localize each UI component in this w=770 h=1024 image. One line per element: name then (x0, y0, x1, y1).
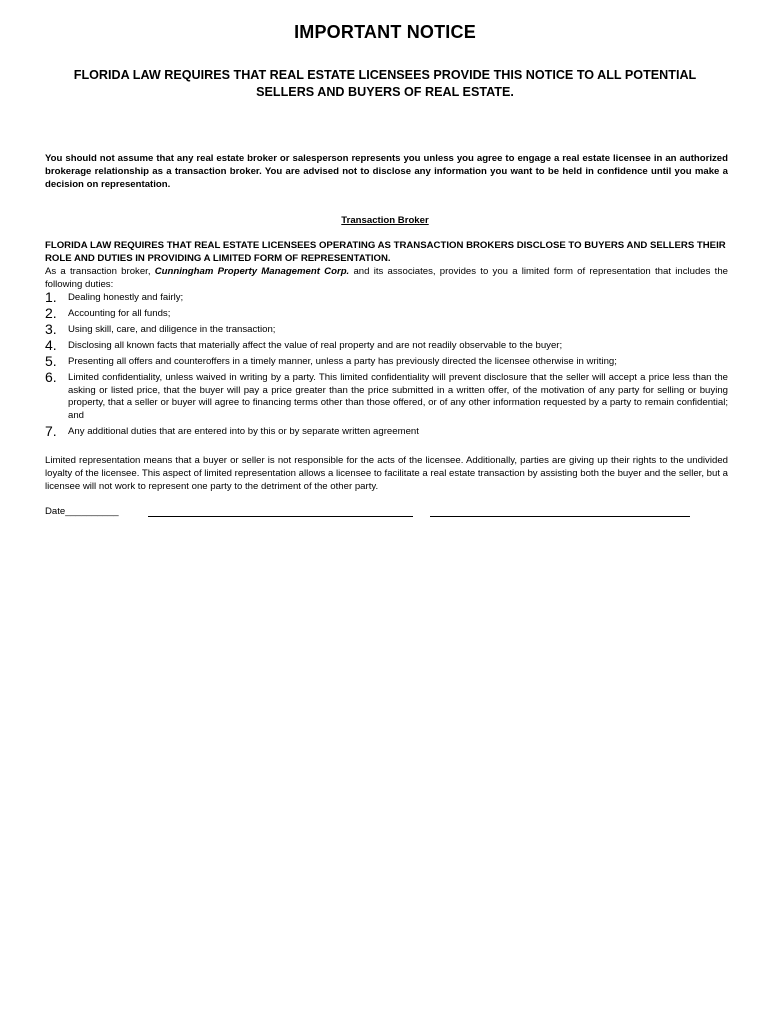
transaction-broker-law-statement: FLORIDA LAW REQUIRES THAT REAL ESTATE LICENSEES OPERATING AS TRANSACTION BROKERS DISCLOSE TO BUYERS AND SELLERS THEIR ROLE AND DUTIES IN PROVIDING A LIMITED FORM OF REPRESENTATION. (45, 240, 726, 264)
duty-text: Dealing honestly and fairly; (68, 292, 184, 303)
duty-number: 4. (45, 337, 57, 353)
duty-number: 3. (45, 321, 57, 337)
duty-text: Disclosing all known facts that materially affect the value of real property and are not readily observable to the buyer; (68, 340, 563, 351)
duty-text: Presenting all offers and counteroffers in a timely manner, unless a party has previously directed the licensee otherwise in writing; (68, 356, 617, 367)
duty-number: 1. (45, 289, 57, 305)
intro-paragraph: You should not assume that any real estate broker or salesperson represents you unless you agree to engage a real estate licensee in an authorized brokerage relationship as a transaction broker. You are advised not to disclose any information you want to be held in confidence until you make a decision on representation. (45, 153, 728, 190)
duty-number: 6. (45, 369, 57, 385)
page-title: IMPORTANT NOTICE (294, 22, 476, 42)
signature-line-2[interactable] (430, 516, 690, 517)
duties-list (45, 289, 728, 442)
duty-item (45, 353, 728, 369)
limited-representation-paragraph: Limited representation means that a buyer or seller is not responsible for the acts of the licensee. Additionally, parties are giving up their rights to the undivided loyalty of the licensee. This aspect of limited representation allows a licensee to facilitate a real estate transaction by assisting both the buyer and the seller, but a licensee will not work to represent one party to the detriment of the other party. (45, 455, 728, 492)
notice-subtitle: FLORIDA LAW REQUIRES THAT REAL ESTATE LICENSEES PROVIDE THIS NOTICE TO ALL POTENTIAL SELLERS AND BUYERS OF REAL ESTATE. (73, 68, 697, 99)
duty-item (45, 337, 728, 353)
duty-item (45, 422, 728, 439)
duty-number: 7. (45, 422, 57, 439)
duty-number: 2. (45, 305, 57, 321)
signature-line-1[interactable] (148, 516, 413, 517)
date-field[interactable]: Date__________ (45, 506, 119, 517)
duty-item (45, 305, 728, 321)
duty-text: Any additional duties that are entered into by this or by separate written agreement (68, 425, 419, 437)
transaction-broker-intro (45, 266, 728, 291)
duty-text: Accounting for all funds; (68, 308, 171, 319)
transaction-broker-heading: Transaction Broker (341, 215, 429, 226)
intro-suffix: and its associates, provides to you a limited form of representation that includes the following duties: (45, 266, 729, 290)
duty-text: Using skill, care, and diligence in the transaction; (68, 324, 276, 335)
duty-item (45, 369, 728, 422)
duty-item (45, 289, 728, 305)
duty-number: 5. (45, 353, 57, 369)
intro-prefix: As a transaction broker, (45, 266, 155, 277)
duty-text: Limited confidentiality, unless waived in writing by a party. This limited confidentiality will prevent disclosure that the seller will accept a price less than the asking or listed price, that the buyer will pay a price greater than the price submitted in a written offer, of the motivation of any party for selling or buying property, that a seller or buyer will agree to financing terms other than those offered, or of any other information requested by a party to remain confidential; and (68, 372, 728, 421)
company-name: Cunningham Property Management Corp. (154, 266, 350, 277)
duty-item (45, 321, 728, 337)
